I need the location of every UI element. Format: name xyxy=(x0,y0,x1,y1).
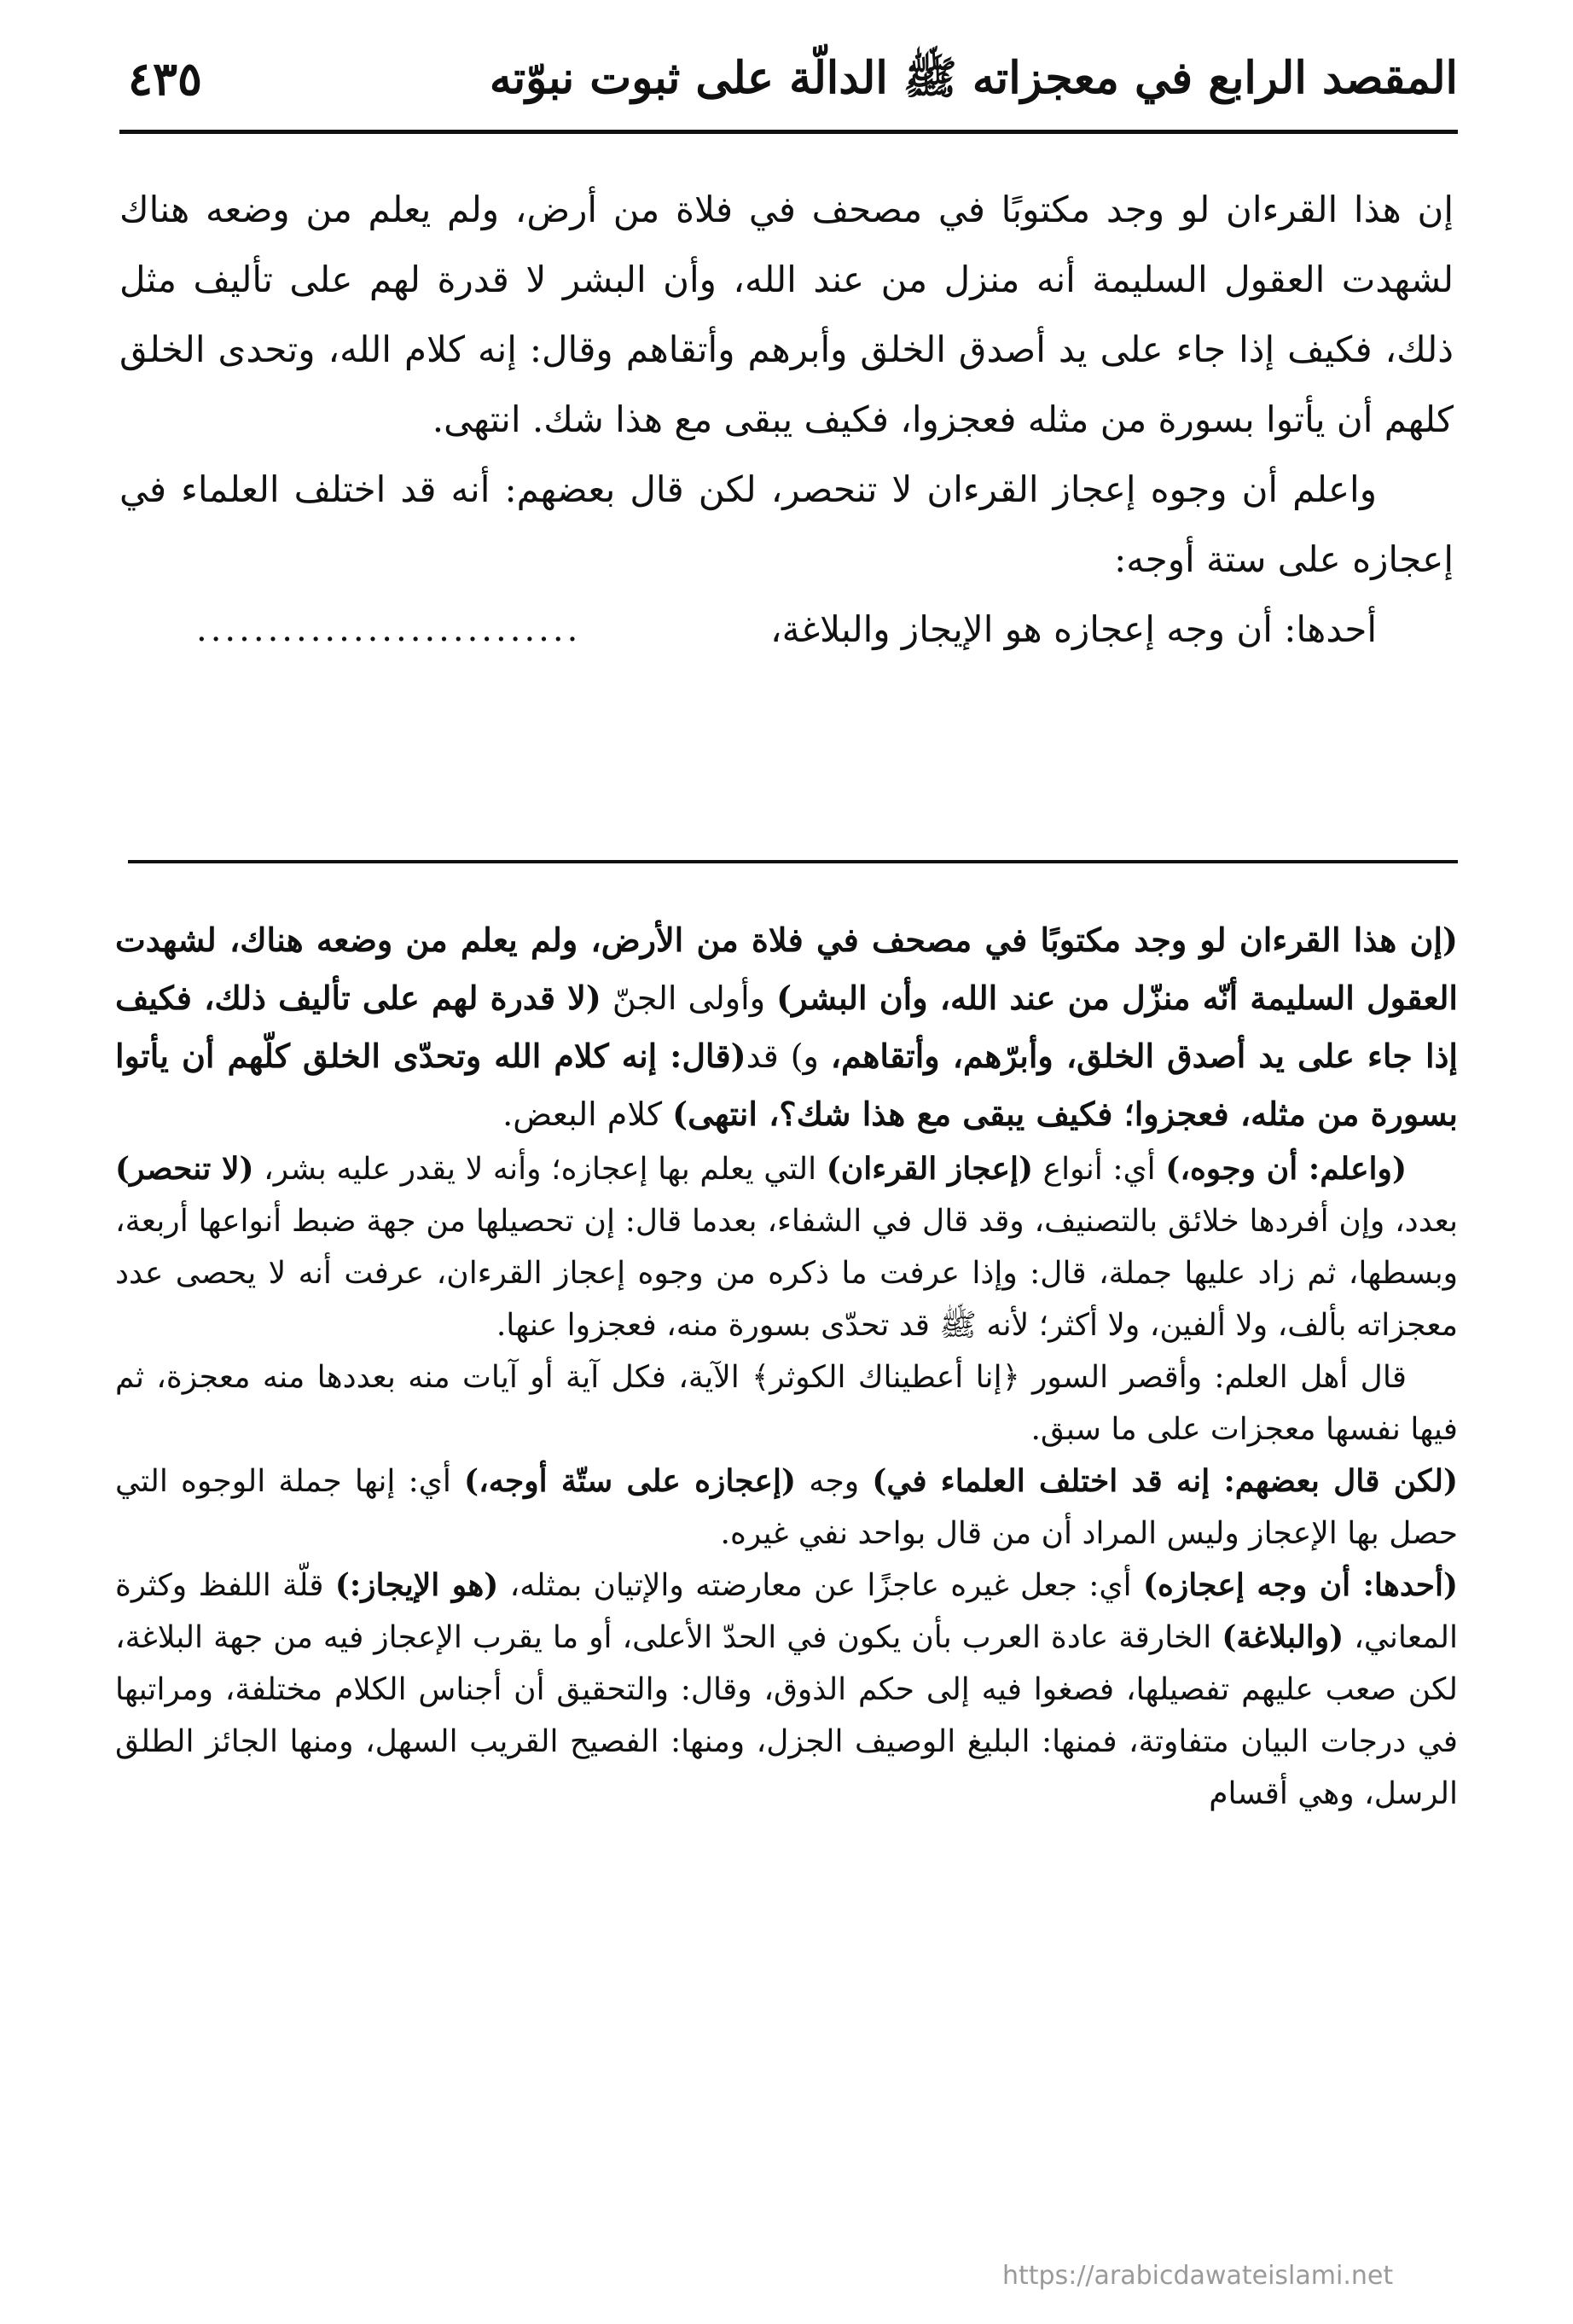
commentary-text xyxy=(115,911,1458,1820)
running-title: المقصد الرابع في معجزاته ﷺ الدالّة على ثبوت نبوّته xyxy=(489,52,1458,104)
commentary-span: كلام البعض. xyxy=(502,1095,673,1133)
quoted-matn: (واعلم: أن وجوه،) xyxy=(1165,1151,1407,1187)
quoted-matn: (لا قدرة لهم على تأليف ذلك، فكيف إذا جاء على يد أصدق الخلق، وأبرّهم، وأتقاهم، xyxy=(115,979,1458,1075)
separator-rule xyxy=(128,860,1458,863)
commentary-span: قلّة اللفظ وكثرة المعاني، xyxy=(115,1568,1458,1655)
commentary-span: أي: إنها جملة الوجوه التي حصل بها الإعجاز وليس المراد أن من قال بواحد نفي غيره. xyxy=(115,1464,1458,1551)
watermark-url: https://arabicdawateislami.net xyxy=(1002,2261,1394,2291)
quoted-matn: (والبلاغة) xyxy=(1222,1619,1344,1655)
main-paragraph xyxy=(119,595,1454,665)
quoted-matn: (إن هذا القرءان لو وجد مكتوبًا في مصحف في فلاة من الأرض، ولم يعلم من وضعه هناك، لشهدت العقول السليمة أنّه منزّل من عند الله، وأن البشر) xyxy=(115,921,1458,1017)
commentary-span: وأولى الجنّ xyxy=(601,979,777,1017)
commentary-span: وجه xyxy=(796,1464,873,1499)
quoted-matn: (هو الإيجاز:) xyxy=(334,1567,499,1603)
commentary-span: أي: جعل غيره عاجزًا عن معارضته والإتيان بمثله، xyxy=(498,1568,1143,1603)
main-paragraph: واعلم أن وجوه إعجاز القرءان لا تنحصر، لكن قال بعضهم: أنه قد اختلف العلماء في إعجازه على ستة أوجه: xyxy=(119,468,1454,580)
commentary-span: التي يعلم بها إعجازه؛ وأنه لا يقدر عليه بشر، xyxy=(253,1152,827,1187)
commentary-span: أي: أنواع xyxy=(1033,1152,1166,1187)
quoted-matn: (إعجازه على ستّة أوجه،) xyxy=(464,1463,797,1499)
quoted-matn: (لكن قال بعضهم: إنه قد اختلف العلماء في) xyxy=(872,1463,1458,1499)
commentary-span: بعدد، وإن أفردها خلائق بالتصنيف، وقد قال في الشفاء، بعدما قال: إن تحصيلها من جهة ضبط أنواعها أربعة، وبسطها، ثم زاد عليها جملة، قال: وإذا عرفت ما ذكره من وجوه إعجاز القرءان، عرفت أنه لا يحصى عدد معجزاته بألف، ولا ألفين، ولا أكثر؛ لأنه ﷺ قد تحدّى بسورة منه، فعجزوا عنها. xyxy=(115,1204,1459,1343)
main-text xyxy=(119,175,1454,665)
quoted-matn: (أحدها: أن وجه إعجازه) xyxy=(1142,1567,1458,1603)
page-header xyxy=(119,51,1458,119)
commentary-span: الخارقة عادة العرب بأن يكون في الحدّ الأعلى، أو ما يقرب الإعجاز فيه من جهة البلاغة، لكن صعب عليهم تفصيلها، فصغوا فيه إلى حكم الذوق، وقال: والتحقيق أن أجناس الكلام مختلفة، ومراتبها في درجات البيان متفاوتة، فمنها: البليغ الوصيف الجزل، ومنها: الفصيح القريب السهل، ومنها الجائز الطلق الرسل، وهي أقسام xyxy=(115,1620,1459,1811)
quoted-matn: (قال: إنه كلام الله وتحدّى الخلق كلّهم أن يأتوا بسورة من مثله، فعجزوا؛ فكيف يبقى مع هذا شك؟، انتهى) xyxy=(115,1037,1458,1133)
header-rule xyxy=(119,130,1458,134)
commentary-span: و) قد xyxy=(746,1037,831,1075)
commentary-paragraph xyxy=(115,1560,1458,1820)
ellipsis-dots: ........................... xyxy=(196,610,582,649)
commentary-paragraph xyxy=(115,1143,1458,1351)
commentary-paragraph xyxy=(115,1455,1458,1560)
main-paragraph: إن هذا القرءان لو وجد مكتوبًا في مصحف في فلاة من أرض، ولم يعلم من وضعه هناك لشهدت العقول السليمة أنه منزل من عند الله، وأن البشر لا قدرة لهم على تأليف مثل ذلك، فكيف إذا جاء على يد أصدق الخلق وأبرهم وأتقاهم وقال: إنه كلام الله، وتحدى الخلق كلهم أن يأتوا بسورة من مثله فعجزوا، فكيف يبقى مع هذا شك. انتهى. xyxy=(119,189,1454,440)
page-number: ٤٣٥ xyxy=(128,51,203,106)
quoted-matn: (إعجاز القرءان) xyxy=(826,1151,1034,1187)
first-aspect-text: أحدها: أن وجه إعجازه هو الإيجاز والبلاغة، xyxy=(770,608,1377,650)
quoted-matn: (لا تنحصر) xyxy=(115,1151,254,1187)
commentary-paragraph xyxy=(115,911,1458,1143)
commentary-paragraph: قال أهل العلم: وأقصر السور ﴿إنا أعطيناك الكوثر﴾ الآية، فكل آية أو آيات منه بعددها منه معجزة، ثم فيها نفسها معجزات على ما سبق. xyxy=(115,1360,1458,1447)
